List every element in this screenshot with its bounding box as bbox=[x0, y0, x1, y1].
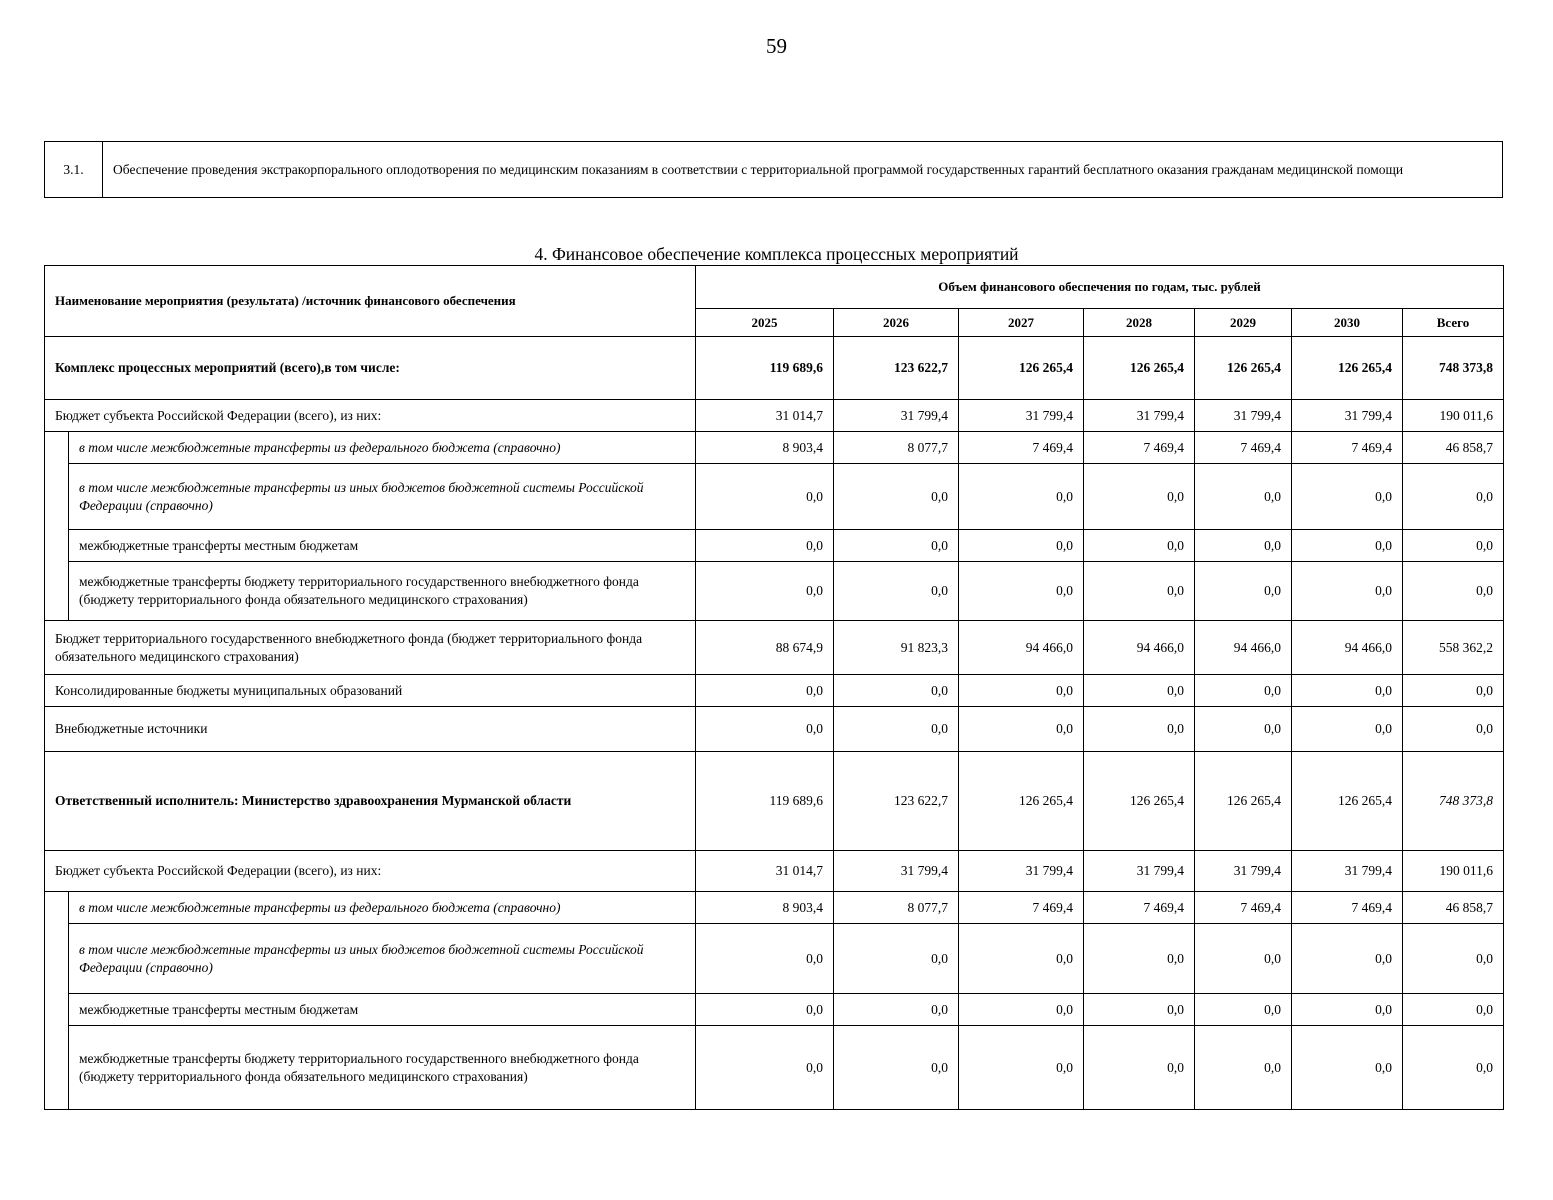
cell-value: 126 265,4 bbox=[1084, 752, 1195, 851]
cell-value: 7 469,4 bbox=[1292, 892, 1403, 924]
cell-value: 126 265,4 bbox=[1084, 337, 1195, 400]
cell-value: 0,0 bbox=[1084, 675, 1195, 707]
cell-value: 7 469,4 bbox=[1084, 892, 1195, 924]
total-header: Всего bbox=[1403, 309, 1504, 337]
cell-value: 8 903,4 bbox=[696, 892, 834, 924]
cell-value: 8 077,7 bbox=[834, 432, 959, 464]
cell-value: 126 265,4 bbox=[1195, 752, 1292, 851]
row-label: Комплекс процессных мероприятий (всего),в том числе: bbox=[45, 337, 696, 400]
cell-value: 7 469,4 bbox=[959, 432, 1084, 464]
table-row bbox=[45, 1026, 1504, 1110]
cell-value: 190 011,6 bbox=[1403, 851, 1504, 892]
cell-value: 0,0 bbox=[1403, 562, 1504, 621]
row-label: межбюджетные трансферты бюджету территориального государственного внебюджетного фонда (бюджету территориального фонда обязательного медицинского страхования) bbox=[69, 562, 696, 621]
measure-number: 3.1. bbox=[45, 142, 103, 198]
table-row bbox=[45, 924, 1504, 994]
header-name: Наименование мероприятия (результата) /источник финансового обеспечения bbox=[45, 266, 696, 337]
row-label: в том числе межбюджетные трансферты из иных бюджетов бюджетной системы Российской Федерации (справочно) bbox=[69, 464, 696, 530]
year-header: 2027 bbox=[959, 309, 1084, 337]
table-row bbox=[45, 432, 1504, 464]
cell-value: 31 799,4 bbox=[1084, 400, 1195, 432]
cell-value: 7 469,4 bbox=[1195, 432, 1292, 464]
table-row bbox=[45, 752, 1504, 851]
cell-value: 46 858,7 bbox=[1403, 892, 1504, 924]
cell-value: 0,0 bbox=[696, 924, 834, 994]
cell-value: 123 622,7 bbox=[834, 752, 959, 851]
row-label: межбюджетные трансферты бюджету территориального государственного внебюджетного фонда (бюджету территориального фонда обязательного медицинского страхования) bbox=[69, 1026, 696, 1110]
cell-value: 0,0 bbox=[696, 707, 834, 752]
cell-value: 94 466,0 bbox=[1195, 621, 1292, 675]
cell-value: 0,0 bbox=[1292, 675, 1403, 707]
cell-value: 0,0 bbox=[1084, 1026, 1195, 1110]
cell-value: 0,0 bbox=[1195, 924, 1292, 994]
row-label: Внебюджетные источники bbox=[45, 707, 696, 752]
cell-value: 0,0 bbox=[1084, 562, 1195, 621]
cell-value: 0,0 bbox=[1195, 464, 1292, 530]
year-header: 2028 bbox=[1084, 309, 1195, 337]
measure-text: Обеспечение проведения экстракорпорального оплодотворения по медицинским показаниям в соответствии с территориальной программой государственных гарантий бесплатного оказания гражданам медицинской помощи bbox=[103, 142, 1503, 198]
year-header: 2029 bbox=[1195, 309, 1292, 337]
row-label: межбюджетные трансферты местным бюджетам bbox=[69, 994, 696, 1026]
cell-value: 0,0 bbox=[1292, 530, 1403, 562]
cell-value: 31 799,4 bbox=[1292, 400, 1403, 432]
cell-value: 0,0 bbox=[1084, 924, 1195, 994]
cell-value: 0,0 bbox=[1195, 1026, 1292, 1110]
year-header: 2026 bbox=[834, 309, 959, 337]
cell-value: 0,0 bbox=[834, 675, 959, 707]
cell-value: 8 077,7 bbox=[834, 892, 959, 924]
cell-value: 0,0 bbox=[959, 1026, 1084, 1110]
cell-value: 94 466,0 bbox=[1084, 621, 1195, 675]
cell-value: 31 799,4 bbox=[959, 400, 1084, 432]
cell-value: 0,0 bbox=[1084, 707, 1195, 752]
cell-value: 0,0 bbox=[834, 530, 959, 562]
cell-value: 0,0 bbox=[696, 994, 834, 1026]
header-volume: Объем финансового обеспечения по годам, тыс. рублей bbox=[696, 266, 1504, 309]
cell-value: 0,0 bbox=[834, 464, 959, 530]
cell-value: 0,0 bbox=[1292, 1026, 1403, 1110]
cell-value: 0,0 bbox=[1084, 530, 1195, 562]
cell-value: 31 799,4 bbox=[959, 851, 1084, 892]
table-row bbox=[45, 464, 1504, 530]
cell-value: 0,0 bbox=[1403, 1026, 1504, 1110]
cell-value: 0,0 bbox=[1292, 562, 1403, 621]
cell-value: 8 903,4 bbox=[696, 432, 834, 464]
cell-value: 558 362,2 bbox=[1403, 621, 1504, 675]
row-label: Бюджет субъекта Российской Федерации (всего), из них: bbox=[45, 851, 696, 892]
cell-value: 31 799,4 bbox=[1084, 851, 1195, 892]
row-label: Бюджет субъекта Российской Федерации (всего), из них: bbox=[45, 400, 696, 432]
measure-row bbox=[45, 142, 1503, 198]
cell-value: 0,0 bbox=[959, 924, 1084, 994]
cell-value: 0,0 bbox=[1195, 994, 1292, 1026]
cell-value: 0,0 bbox=[1195, 562, 1292, 621]
cell-value: 0,0 bbox=[959, 530, 1084, 562]
cell-value: 7 469,4 bbox=[1292, 432, 1403, 464]
cell-value: 0,0 bbox=[1403, 530, 1504, 562]
cell-value: 0,0 bbox=[959, 707, 1084, 752]
cell-value: 94 466,0 bbox=[959, 621, 1084, 675]
cell-value: 88 674,9 bbox=[696, 621, 834, 675]
cell-value: 0,0 bbox=[1403, 707, 1504, 752]
cell-value: 0,0 bbox=[1195, 530, 1292, 562]
cell-value: 126 265,4 bbox=[1292, 752, 1403, 851]
cell-value: 31 799,4 bbox=[834, 400, 959, 432]
cell-value: 0,0 bbox=[696, 464, 834, 530]
cell-value: 0,0 bbox=[1292, 994, 1403, 1026]
cell-value: 119 689,6 bbox=[696, 337, 834, 400]
cell-value: 748 373,8 bbox=[1403, 752, 1504, 851]
cell-value: 7 469,4 bbox=[959, 892, 1084, 924]
table-row bbox=[45, 994, 1504, 1026]
cell-value: 91 823,3 bbox=[834, 621, 959, 675]
cell-value: 0,0 bbox=[834, 994, 959, 1026]
table-row bbox=[45, 707, 1504, 752]
cell-value: 190 011,6 bbox=[1403, 400, 1504, 432]
cell-value: 31 799,4 bbox=[1292, 851, 1403, 892]
cell-value: 31 799,4 bbox=[1195, 400, 1292, 432]
cell-value: 94 466,0 bbox=[1292, 621, 1403, 675]
cell-value: 0,0 bbox=[834, 1026, 959, 1110]
cell-value: 0,0 bbox=[1403, 675, 1504, 707]
cell-value: 748 373,8 bbox=[1403, 337, 1504, 400]
row-label: в том числе межбюджетные трансферты из федерального бюджета (справочно) bbox=[69, 432, 696, 464]
table-row bbox=[45, 530, 1504, 562]
cell-value: 0,0 bbox=[834, 924, 959, 994]
row-label: межбюджетные трансферты местным бюджетам bbox=[69, 530, 696, 562]
cell-value: 0,0 bbox=[959, 562, 1084, 621]
cell-value: 0,0 bbox=[834, 707, 959, 752]
row-label: Ответственный исполнитель: Министерство здравоохранения Мурманской области bbox=[45, 752, 696, 851]
cell-value: 0,0 bbox=[1292, 707, 1403, 752]
cell-value: 0,0 bbox=[1292, 924, 1403, 994]
cell-value: 0,0 bbox=[959, 994, 1084, 1026]
year-header: 2025 bbox=[696, 309, 834, 337]
cell-value: 0,0 bbox=[1403, 994, 1504, 1026]
table-row bbox=[45, 562, 1504, 621]
cell-value: 7 469,4 bbox=[1084, 432, 1195, 464]
cell-value: 126 265,4 bbox=[959, 752, 1084, 851]
table-row bbox=[45, 892, 1504, 924]
cell-value: 123 622,7 bbox=[834, 337, 959, 400]
cell-value: 0,0 bbox=[1403, 464, 1504, 530]
cell-value: 0,0 bbox=[1403, 924, 1504, 994]
cell-value: 0,0 bbox=[1084, 994, 1195, 1026]
row-label: Консолидированные бюджеты муниципальных образований bbox=[45, 675, 696, 707]
cell-value: 0,0 bbox=[959, 675, 1084, 707]
row-label: Бюджет территориального государственного внебюджетного фонда (бюджет территориального фонда обязательного медицинского страхования) bbox=[45, 621, 696, 675]
measure-table bbox=[44, 141, 1503, 198]
table-row bbox=[45, 400, 1504, 432]
cell-value: 0,0 bbox=[834, 562, 959, 621]
row-label: в том числе межбюджетные трансферты из федерального бюджета (справочно) bbox=[69, 892, 696, 924]
section-title: 4. Финансовое обеспечение комплекса процессных мероприятий bbox=[534, 244, 1019, 264]
table-row bbox=[45, 675, 1504, 707]
indent-cell bbox=[45, 892, 69, 1110]
cell-value: 31 014,7 bbox=[696, 400, 834, 432]
cell-value: 0,0 bbox=[696, 562, 834, 621]
cell-value: 119 689,6 bbox=[696, 752, 834, 851]
cell-value: 126 265,4 bbox=[959, 337, 1084, 400]
cell-value: 0,0 bbox=[1292, 464, 1403, 530]
financing-table bbox=[44, 265, 1504, 1110]
cell-value: 46 858,7 bbox=[1403, 432, 1504, 464]
year-header: 2030 bbox=[1292, 309, 1403, 337]
cell-value: 126 265,4 bbox=[1292, 337, 1403, 400]
cell-value: 0,0 bbox=[1195, 675, 1292, 707]
cell-value: 0,0 bbox=[696, 1026, 834, 1110]
cell-value: 31 014,7 bbox=[696, 851, 834, 892]
table-row bbox=[45, 337, 1504, 400]
table-row bbox=[45, 621, 1504, 675]
cell-value: 7 469,4 bbox=[1195, 892, 1292, 924]
cell-value: 31 799,4 bbox=[834, 851, 959, 892]
table-row bbox=[45, 851, 1504, 892]
cell-value: 0,0 bbox=[696, 675, 834, 707]
cell-value: 0,0 bbox=[1084, 464, 1195, 530]
indent-cell bbox=[45, 432, 69, 621]
cell-value: 0,0 bbox=[1195, 707, 1292, 752]
page-number: 59 bbox=[766, 34, 787, 58]
cell-value: 0,0 bbox=[696, 530, 834, 562]
cell-value: 0,0 bbox=[959, 464, 1084, 530]
cell-value: 31 799,4 bbox=[1195, 851, 1292, 892]
cell-value: 126 265,4 bbox=[1195, 337, 1292, 400]
row-label: в том числе межбюджетные трансферты из иных бюджетов бюджетной системы Российской Федерации (справочно) bbox=[69, 924, 696, 994]
